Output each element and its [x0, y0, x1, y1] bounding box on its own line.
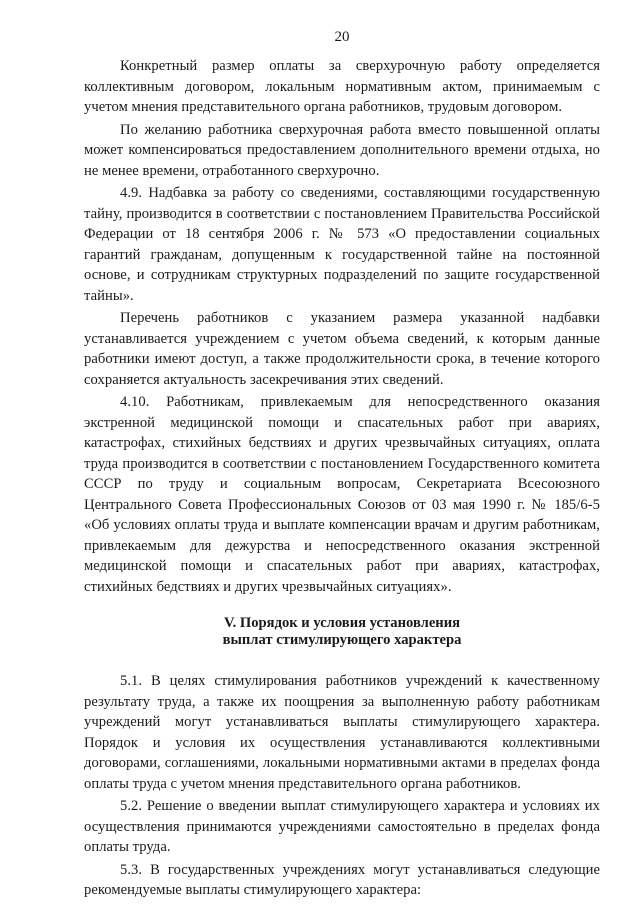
paragraph-5-2: 5.2. Решение о введении выплат стимулирующего характера и условиях их осуществления принимаются учреждениями самостоятельно в пределах фонда оплаты труда.	[84, 798, 600, 855]
section-heading-line-1: V. Порядок и условия установления	[223, 615, 461, 631]
document-page	[84, 28, 600, 903]
paragraph-4-10-emergency-work: 4.10. Работникам, привлекаемым для непосредственного оказания экстренной медицинской помощи и спасательных работ при авариях, катастрофах, стихийных бедствиях и других чрезвычайных ситуациях, оплата труда производится в соответствии с постановлением Государственного комитета СССР по труду и социальным вопросам, Секретариата Всесоюзного Центрального Совета Профессиональных Союзов от 03 мая 1990 г. № 185/6-5 «Об условиях оплаты труда и выплате компенсации врачам и другим работникам, привлекаемым для дежурства и непосредственного оказания экстренной медицинской помощи и спасательных работ при авариях, катастрофах, стихийных бедствиях и других чрезвычайных ситуациях».	[84, 394, 600, 595]
section-heading	[84, 615, 600, 649]
paragraph-4-9-state-secret-bonus: 4.9. Надбавка за работу со сведениями, составляющими государственную тайну, производится в соответствии с постановлением Правительства Российской Федерации от 18 сентября 2006 г. № 573 «О предоставлении социальных гарантий гражданам, допущенным к государственной тайне на постоянной основе, и сотрудникам структурных подразделений по защите государственной тайны».	[84, 185, 600, 304]
paragraph-employee-list: Перечень работников с указанием размера указанной надбавки устанавливается учреждением с учетом объема сведений, к которым данные работники имеют доступ, а также продолжительности срока, в течение которого сохраняется актуальность засекречивания этих сведений.	[84, 310, 600, 388]
section-heading-line-2: выплат стимулирующего характера	[222, 632, 462, 648]
paragraph-overtime-pay-size: Конкретный размер оплаты за сверхурочную работу определяется коллективным договором, локальным нормативным актом, принимаемым с учетом мнения представительного органа работников, трудовым договором.	[84, 58, 600, 115]
paragraph-5-1: 5.1. В целях стимулирования работников учреждений к качественному результату труда, а также их поощрения за выполненную работу работникам учреждений могут устанавливаться выплаты стимулирующего характера. Порядок и условия их осуществления устанавливаются коллективными договорами, соглашениями, локальными нормативными актами в пределах фонда оплаты труда с учетом мнения представительного органа работников.	[84, 673, 600, 792]
page-number: 20	[334, 29, 350, 45]
paragraph-overtime-compensation: По желанию работника сверхурочная работа вместо повышенной оплаты может компенсироваться предоставлением дополнительного времени отдыха, но не менее времени, отработанного сверхурочно.	[84, 121, 600, 179]
paragraph-5-3: 5.3. В государственных учреждениях могут устанавливаться следующие рекомендуемые выплаты стимулирующего характера:	[84, 861, 600, 898]
